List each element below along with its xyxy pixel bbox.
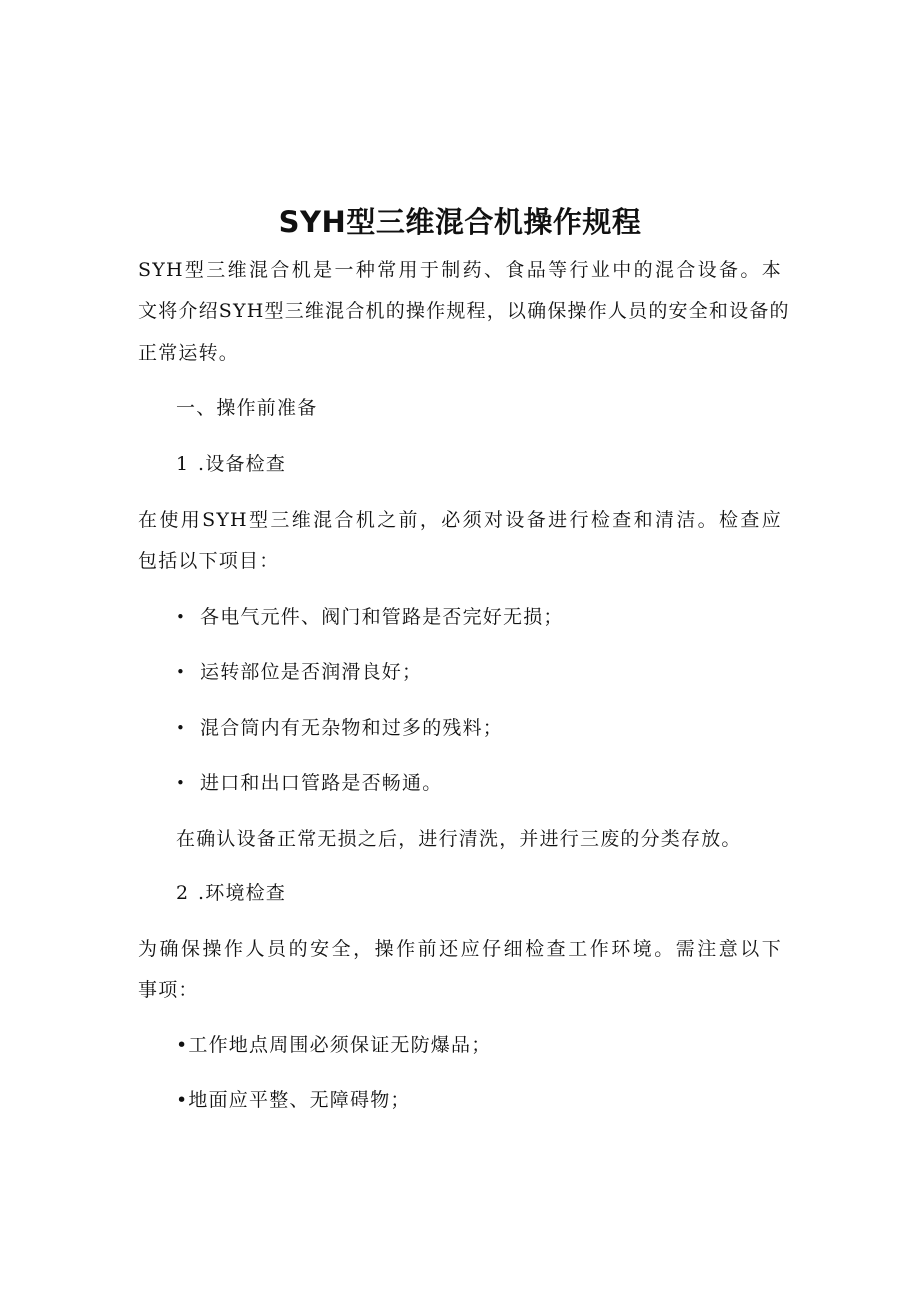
intro-line-1: SYH型三维混合机是一种常用于制药、食品等行业中的混合设备。本: [138, 259, 782, 281]
bullet-icon: •: [176, 663, 185, 681]
environment-item: •地面应平整、无障碍物；: [176, 1089, 411, 1111]
sub2-paragraph-line-1: 为确保操作人员的安全，操作前还应仔细检查工作环境。需注意以下: [138, 938, 782, 960]
intro-line-2: 文将介绍SYH型三维混合机的操作规程，以确保操作人员的安全和设备的: [138, 300, 790, 322]
bullet-icon: •: [176, 608, 185, 626]
intro-line-3: 正常运转。: [138, 342, 240, 364]
document-title: SYH型三维混合机操作规程: [278, 205, 642, 239]
bullet-icon: •: [176, 719, 185, 737]
section-heading: 一、操作前准备: [176, 397, 318, 419]
sub2-paragraph-line-2: 事项：: [138, 979, 199, 1001]
checklist-item: 进口和出口管路是否畅通。: [200, 772, 443, 794]
checklist-item: 运转部位是否润滑良好；: [200, 661, 423, 683]
subsection-title-2: .环境检查: [198, 882, 287, 904]
subsection-number-2: 2: [176, 882, 189, 904]
sub1-conclusion: 在确认设备正常无损之后，进行清洗，并进行三废的分类存放。: [176, 828, 742, 850]
checklist-item: 混合筒内有无杂物和过多的残料；: [200, 717, 504, 739]
sub1-paragraph-line-2: 包括以下项目：: [138, 550, 280, 572]
environment-item: •工作地点周围必须保证无防爆品；: [176, 1034, 492, 1056]
sub1-paragraph-line-1: 在使用SYH型三维混合机之前，必须对设备进行检查和清洁。检查应: [138, 509, 782, 531]
checklist-item: 各电气元件、阀门和管路是否完好无损；: [200, 606, 564, 628]
subsection-number-1: 1: [176, 453, 189, 475]
subsection-title-1: .设备检查: [198, 453, 287, 475]
bullet-icon: •: [176, 774, 185, 792]
